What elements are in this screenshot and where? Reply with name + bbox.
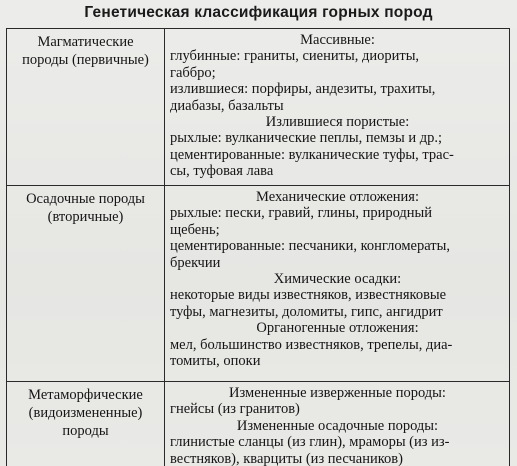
category-line: Метаморфические <box>28 387 143 403</box>
category-line: Осадочные породы <box>26 191 145 207</box>
category-line: (видоизмененные) <box>28 405 143 421</box>
group-line: вестняков), кварциты (из песчаников) <box>170 450 403 466</box>
group-heading: Измененные изверженные породы: <box>229 385 446 401</box>
group-line: цементированные: вулканические туфы, трас- <box>170 146 454 163</box>
page-title: Генетическая классификация горных пород <box>84 4 433 21</box>
group-heading: Массивные: <box>300 32 375 48</box>
table-row-sedimentary <box>7 186 510 382</box>
rocks-cell <box>165 382 510 466</box>
group-line: рыхлые: пески, гравий, глины, природный <box>170 205 433 222</box>
rocks-cell <box>165 186 510 382</box>
category-line: Магматические <box>37 34 134 50</box>
group-heading: Органогенные отложения: <box>256 320 419 337</box>
group-line: брекчии <box>170 254 221 271</box>
classification-table <box>6 28 510 466</box>
category-line: (вторичные) <box>47 209 124 225</box>
category-cell <box>7 29 165 186</box>
group-heading: Механические отложения: <box>256 189 419 205</box>
group-heading: Химические осадки: <box>273 271 402 288</box>
group-line: рыхлые: вулканические пеплы, пемзы и др.; <box>170 130 442 147</box>
group-line: цементированные: песчаники, конгломераты, <box>170 238 450 255</box>
group-line: глинистые сланцы (из глин), мраморы (из из- <box>170 434 450 451</box>
category-cell <box>7 186 165 382</box>
table-row-metamorphic <box>7 382 510 466</box>
category-cell <box>7 382 165 466</box>
group-heading: Измененные осадочные породы: <box>236 417 439 434</box>
group-line: щебень; <box>170 221 220 238</box>
group-line: туфы, магнезиты, доломиты, гипс, ангидрит <box>170 303 443 320</box>
group-line: гнейсы (из гранитов) <box>170 401 300 418</box>
table-row-magmatic <box>7 29 510 186</box>
group-line: диабазы, базальты <box>170 97 284 114</box>
group-line: мел, большинство известняков, трепелы, диа- <box>170 336 453 353</box>
group-line: излившиеся: порфиры, андезиты, трахиты, <box>170 81 436 98</box>
group-heading: Излившиеся пористые: <box>265 114 410 131</box>
group-line: сы, туфовая лава <box>170 163 274 180</box>
group-line: некоторые виды известняков, известняковые <box>170 287 447 304</box>
group-line: томиты, опоки <box>170 353 261 370</box>
category-line: породы <box>62 423 109 439</box>
group-line: габбро; <box>170 64 216 81</box>
group-line: глубинные: граниты, сиениты, диориты, <box>170 48 420 65</box>
category-line: породы (первичные) <box>22 52 149 68</box>
rocks-cell <box>165 29 510 186</box>
